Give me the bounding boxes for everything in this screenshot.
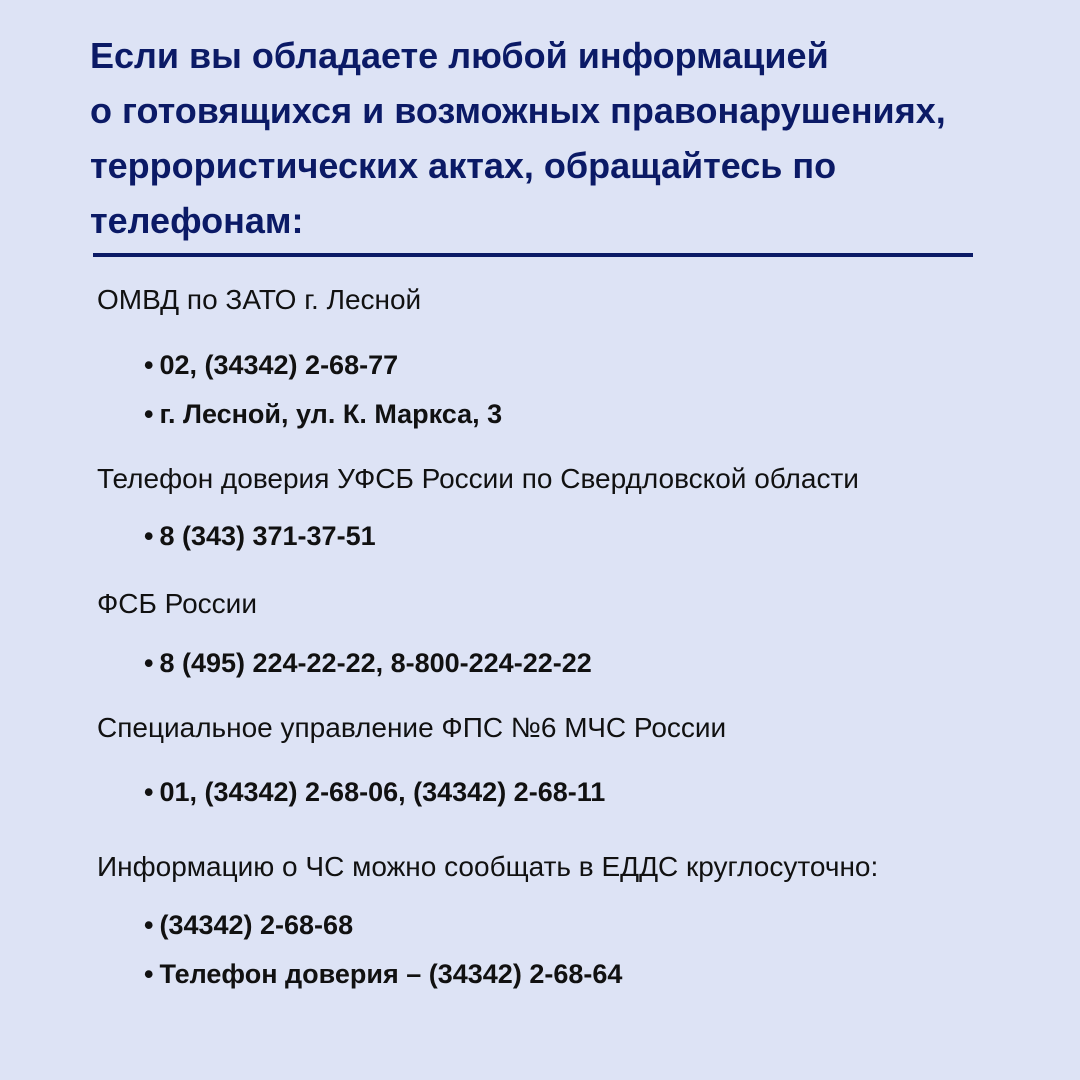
contact-text: (34342) 2-68-68 <box>159 910 354 940</box>
bullet-icon: • <box>144 521 154 551</box>
bullet-icon: • <box>144 910 154 940</box>
bullet-icon: • <box>144 350 154 380</box>
contact-text: 8 (343) 371-37-51 <box>159 521 376 551</box>
bullet-icon: • <box>144 777 154 807</box>
contact-item <box>144 397 502 431</box>
bullet-icon: • <box>144 648 154 678</box>
section-label-fsb: ФСБ России <box>97 588 257 619</box>
contact-item <box>144 775 605 809</box>
section-label-omvd: ОМВД по ЗАТО г. Лесной <box>97 284 422 315</box>
heading-line: телефонам: <box>90 200 304 241</box>
bullet-icon: • <box>144 959 154 989</box>
contact-item <box>144 519 376 553</box>
heading-line: террористических актах, обращайтесь по <box>90 145 837 186</box>
contact-item <box>144 348 398 382</box>
contact-text: г. Лесной, ул. К. Маркса, 3 <box>159 399 503 429</box>
section-label-edds: Информацию о ЧС можно сообщать в ЕДДС круглосуточно: <box>97 851 879 882</box>
contact-item <box>144 908 353 942</box>
contact-text: Телефон доверия – (34342) 2-68-64 <box>159 959 623 989</box>
contact-item <box>144 646 592 680</box>
heading-line: Если вы обладаете любой информацией <box>90 35 829 76</box>
section-label-ufsb: Телефон доверия УФСБ России по Свердловской области <box>97 463 859 494</box>
contact-text: 01, (34342) 2-68-06, (34342) 2-68-11 <box>159 777 606 807</box>
contact-text: 8 (495) 224-22-22, 8-800-224-22-22 <box>159 648 592 678</box>
contact-text: 02, (34342) 2-68-77 <box>159 350 399 380</box>
heading-line: о готовящихся и возможных правонарушениях, <box>90 90 946 131</box>
section-label-fps: Специальное управление ФПС №6 МЧС России <box>97 712 727 743</box>
heading-divider <box>93 253 973 257</box>
bullet-icon: • <box>144 399 154 429</box>
contact-item <box>144 957 622 991</box>
notice-heading <box>90 28 1050 248</box>
